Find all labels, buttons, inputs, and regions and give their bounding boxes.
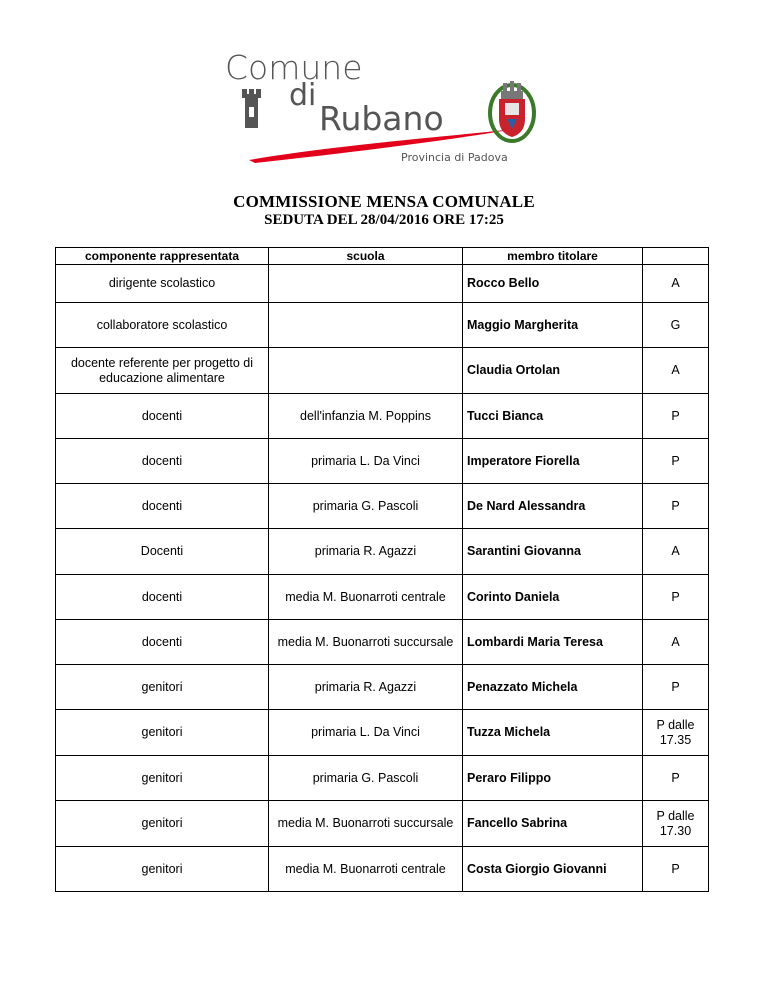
school-cell xyxy=(269,348,463,394)
component-cell: docenti xyxy=(56,394,269,439)
table-row xyxy=(56,847,709,892)
status-cell: A xyxy=(643,620,709,665)
component-cell: docenti xyxy=(56,575,269,620)
school-cell xyxy=(269,303,463,348)
school-cell xyxy=(269,265,463,303)
svg-text:Comune: Comune xyxy=(225,48,363,87)
member-cell: Corinto Daniela xyxy=(463,575,643,620)
table-row xyxy=(56,348,709,394)
school-cell: primaria R. Agazzi xyxy=(269,529,463,575)
member-cell: Imperatore Fiorella xyxy=(463,439,643,484)
school-cell: primaria L. Da Vinci xyxy=(269,439,463,484)
table-row xyxy=(56,575,709,620)
member-cell: Maggio Margherita xyxy=(463,303,643,348)
table-row xyxy=(56,439,709,484)
svg-text:di: di xyxy=(289,78,317,113)
table-row xyxy=(56,801,709,847)
status-cell: A xyxy=(643,348,709,394)
column-header xyxy=(643,248,709,265)
component-cell: docente referente per progetto di educazione alimentare xyxy=(56,348,269,394)
component-cell: genitori xyxy=(56,665,269,710)
table-row xyxy=(56,394,709,439)
document-subtitle: SEDUTA DEL 28/04/2016 ORE 17:25 xyxy=(264,212,504,228)
school-cell: dell'infanzia M. Poppins xyxy=(269,394,463,439)
status-cell: A xyxy=(643,529,709,575)
table-row xyxy=(56,265,709,303)
coat-of-arms-icon xyxy=(490,81,534,141)
comune-di-rubano-logo xyxy=(215,45,555,175)
component-cell: docenti xyxy=(56,484,269,529)
member-cell: Tuzza Michela xyxy=(463,710,643,756)
component-cell: docenti xyxy=(56,620,269,665)
member-cell: Costa Giorgio Giovanni xyxy=(463,847,643,892)
status-cell: P xyxy=(643,756,709,801)
school-cell: primaria R. Agazzi xyxy=(269,665,463,710)
school-cell: media M. Buonarroti succursale xyxy=(269,620,463,665)
table-row xyxy=(56,303,709,348)
school-cell: primaria G. Pascoli xyxy=(269,484,463,529)
table-row xyxy=(56,756,709,801)
member-cell: Peraro Filippo xyxy=(463,756,643,801)
status-cell: P xyxy=(643,575,709,620)
column-header: membro titolare xyxy=(463,248,643,265)
status-cell: P xyxy=(643,665,709,710)
table-header-row xyxy=(56,248,709,265)
member-cell: Lombardi Maria Teresa xyxy=(463,620,643,665)
column-header: componente rappresentata xyxy=(56,248,269,265)
component-cell: genitori xyxy=(56,847,269,892)
table-row xyxy=(56,710,709,756)
member-cell: Penazzato Michela xyxy=(463,665,643,710)
status-cell: P dalle 17.35 xyxy=(643,710,709,756)
status-cell: P dalle 17.30 xyxy=(643,801,709,847)
member-cell: Fancello Sabrina xyxy=(463,801,643,847)
member-cell: De Nard Alessandra xyxy=(463,484,643,529)
status-cell: P xyxy=(643,439,709,484)
members-table xyxy=(55,247,709,892)
tower-icon xyxy=(242,89,261,128)
component-cell: Docenti xyxy=(56,529,269,575)
table-row xyxy=(56,484,709,529)
component-cell: genitori xyxy=(56,756,269,801)
status-cell: A xyxy=(643,265,709,303)
component-cell: dirigente scolastico xyxy=(56,265,269,303)
member-cell: Tucci Bianca xyxy=(463,394,643,439)
svg-text:Rubano: Rubano xyxy=(319,99,444,138)
component-cell: genitori xyxy=(56,710,269,756)
component-cell: docenti xyxy=(56,439,269,484)
component-cell: genitori xyxy=(56,801,269,847)
status-cell: P xyxy=(643,484,709,529)
member-cell: Rocco Bello xyxy=(463,265,643,303)
member-cell: Sarantini Giovanna xyxy=(463,529,643,575)
status-cell: P xyxy=(643,847,709,892)
school-cell: primaria L. Da Vinci xyxy=(269,710,463,756)
school-cell: media M. Buonarroti centrale xyxy=(269,847,463,892)
school-cell: primaria G. Pascoli xyxy=(269,756,463,801)
table-row xyxy=(56,665,709,710)
school-cell: media M. Buonarroti succursale xyxy=(269,801,463,847)
status-cell: G xyxy=(643,303,709,348)
document-title: COMMISSIONE MENSA COMUNALE xyxy=(233,192,535,211)
school-cell: media M. Buonarroti centrale xyxy=(269,575,463,620)
member-cell: Claudia Ortolan xyxy=(463,348,643,394)
component-cell: collaboratore scolastico xyxy=(56,303,269,348)
status-cell: P xyxy=(643,394,709,439)
table-row xyxy=(56,529,709,575)
svg-text:Provincia di Padova: Provincia di Padova xyxy=(401,151,508,164)
table-row xyxy=(56,620,709,665)
column-header: scuola xyxy=(269,248,463,265)
